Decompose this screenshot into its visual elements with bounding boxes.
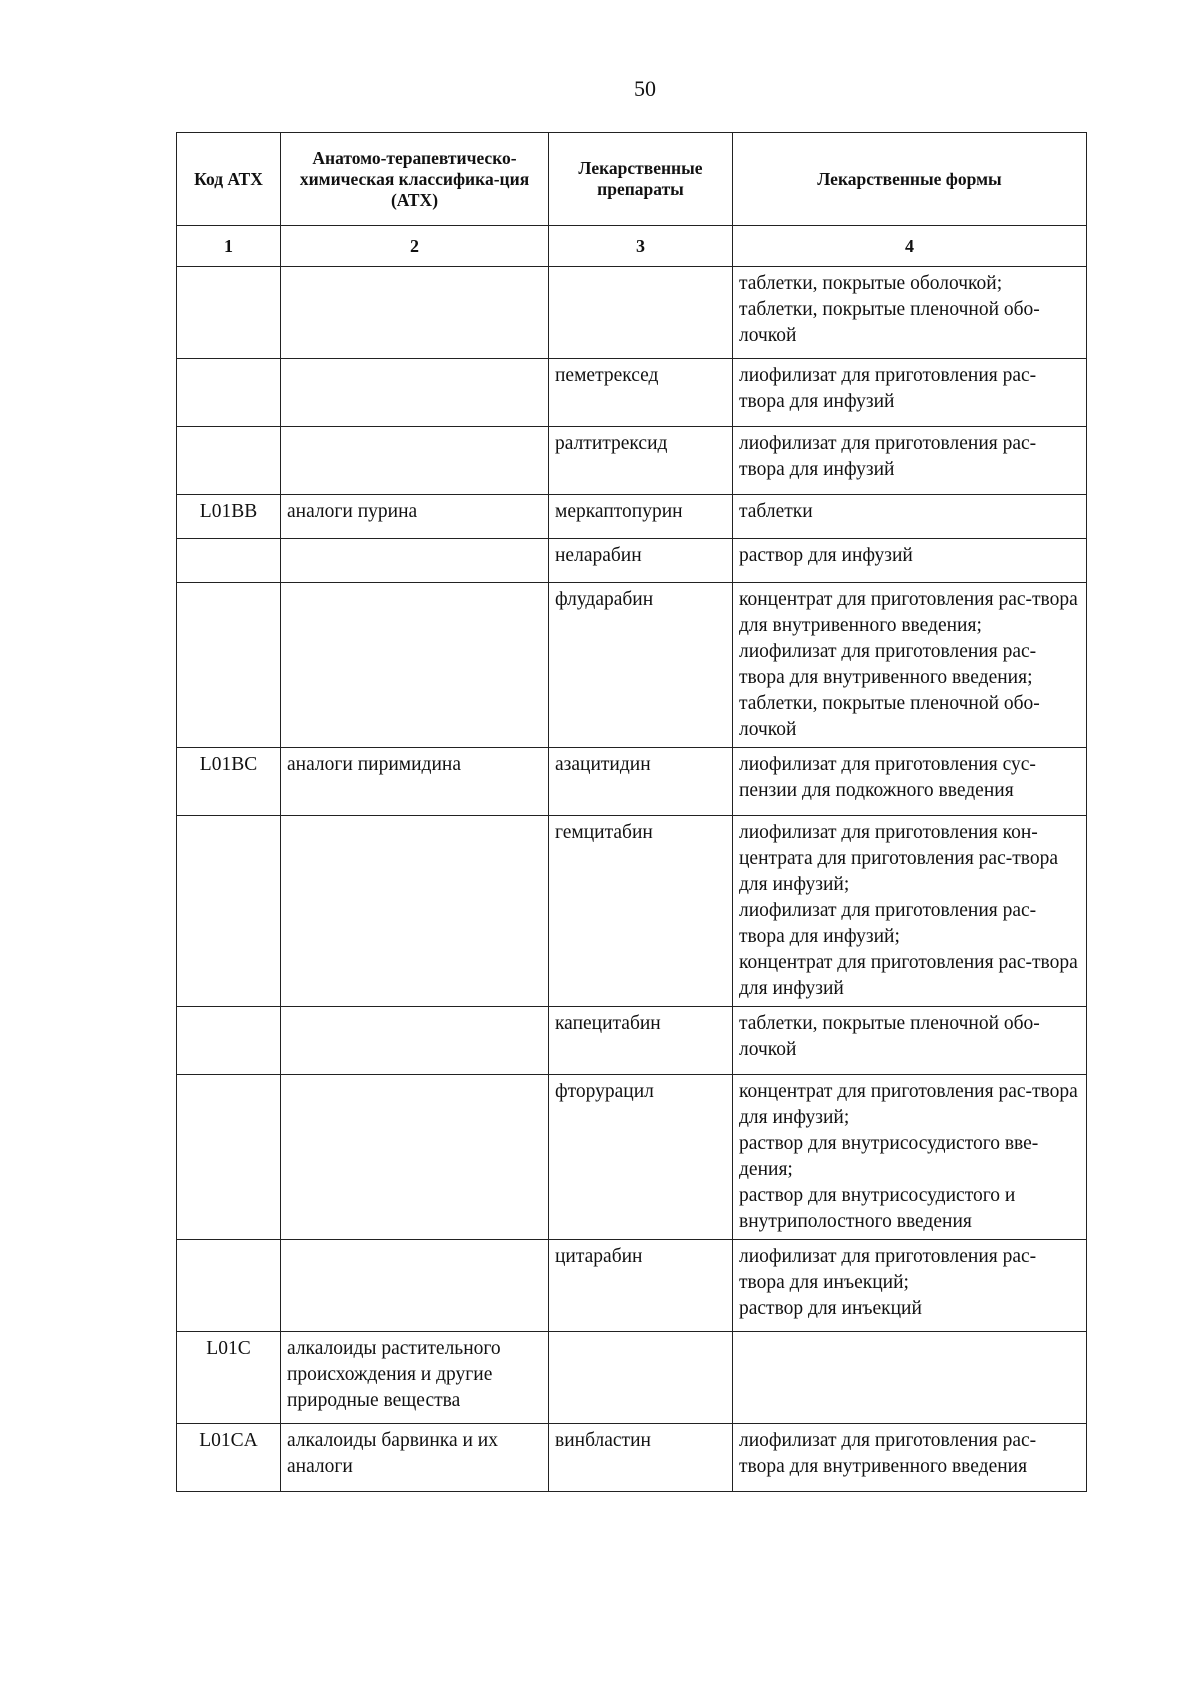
column-number: 2 xyxy=(281,226,549,267)
atx-code-cell xyxy=(177,427,281,495)
dosage-forms-cell xyxy=(733,1240,1087,1332)
column-number-row xyxy=(177,226,1087,267)
table-row xyxy=(177,1007,1087,1075)
dosage-form-item: таблетки xyxy=(739,501,813,522)
dosage-form-item: таблетки, покрытые пленочной обо-лочкой xyxy=(739,1013,1040,1060)
table-row xyxy=(177,1424,1087,1492)
dosage-forms-cell xyxy=(733,748,1087,816)
dosage-form-item: таблетки, покрытые пленочной обо-лочкой xyxy=(739,299,1040,346)
column-number: 3 xyxy=(549,226,733,267)
dosage-forms-cell xyxy=(733,1075,1087,1240)
dosage-form-item: лиофилизат для приготовления рас-твора для инфузий; xyxy=(739,900,1037,947)
dosage-forms-cell xyxy=(733,1007,1087,1075)
dosage-forms-cell xyxy=(733,427,1087,495)
atx-classification-cell xyxy=(281,267,549,359)
table-row xyxy=(177,427,1087,495)
atx-classification-cell: алкалоиды барвинка и их аналоги xyxy=(281,1424,549,1492)
table-row xyxy=(177,1240,1087,1332)
table-row xyxy=(177,816,1087,1007)
atx-classification-cell xyxy=(281,816,549,1007)
dosage-form-item: лиофилизат для приготовления рас-твора для внутривенного введения xyxy=(739,1430,1037,1477)
atx-classification-cell xyxy=(281,359,549,427)
dosage-form-item: лиофилизат для приготовления рас-твора для инъекций; xyxy=(739,1246,1037,1293)
drug-name-cell: неларабин xyxy=(549,539,733,583)
table-row xyxy=(177,359,1087,427)
column-number: 4 xyxy=(733,226,1087,267)
table-row xyxy=(177,267,1087,359)
dosage-forms-cell xyxy=(733,267,1087,359)
atx-classification-cell xyxy=(281,583,549,748)
drug-name-cell: ралтитрексид xyxy=(549,427,733,495)
dosage-form-item: лиофилизат для приготовления рас-твора для инфузий xyxy=(739,365,1037,412)
dosage-forms-cell xyxy=(733,495,1087,539)
atx-classification-cell: аналоги пиримидина xyxy=(281,748,549,816)
table-row xyxy=(177,495,1087,539)
atx-code-cell: L01BC xyxy=(177,748,281,816)
dosage-form-item: концентрат для приготовления рас-твора для инфузий xyxy=(739,952,1078,999)
table-header-row xyxy=(177,133,1087,226)
table-row xyxy=(177,1332,1087,1424)
dosage-form-item: лиофилизат для приготовления сус-пензии для подкожного введения xyxy=(739,754,1036,801)
dosage-forms-cell xyxy=(733,1332,1087,1424)
atx-code-cell xyxy=(177,359,281,427)
dosage-forms-cell xyxy=(733,1424,1087,1492)
dosage-form-item: таблетки, покрытые оболочкой; xyxy=(739,273,1003,294)
dosage-forms-cell xyxy=(733,816,1087,1007)
drug-name-cell: меркаптопурин xyxy=(549,495,733,539)
atx-code-cell xyxy=(177,267,281,359)
atx-classification-cell xyxy=(281,427,549,495)
drug-name-cell: фторурацил xyxy=(549,1075,733,1240)
atx-classification-cell xyxy=(281,1007,549,1075)
dosage-form-item: раствор для инфузий xyxy=(739,545,913,566)
header-drugs: Лекарственные препараты xyxy=(549,133,733,226)
dosage-form-item: концентрат для приготовления рас-твора для инфузий; xyxy=(739,1081,1078,1128)
table-row xyxy=(177,539,1087,583)
atx-code-cell xyxy=(177,539,281,583)
dosage-form-item: раствор для инъекций xyxy=(739,1298,922,1319)
atx-classification-cell xyxy=(281,1240,549,1332)
page-number: 50 xyxy=(634,76,656,101)
dosage-form-item: лиофилизат для приготовления рас-твора для внутривенного введения; xyxy=(739,641,1037,688)
atx-classification-cell: алкалоиды растительного происхождения и другие природные вещества xyxy=(281,1332,549,1424)
atx-drug-table xyxy=(176,132,1087,1492)
dosage-forms-cell xyxy=(733,583,1087,748)
drug-name-cell xyxy=(549,1332,733,1424)
drug-name-cell: азацитидин xyxy=(549,748,733,816)
dosage-form-item: раствор для внутрисосудистого вве-дения; xyxy=(739,1133,1039,1180)
drug-name-cell: цитарабин xyxy=(549,1240,733,1332)
dosage-form-item: лиофилизат для приготовления кон-центрата для приготовления рас-твора для инфузий; xyxy=(739,822,1058,895)
dosage-form-item: лиофилизат для приготовления рас-твора для инфузий xyxy=(739,433,1037,480)
drug-name-cell: гемцитабин xyxy=(549,816,733,1007)
drug-name-cell xyxy=(549,267,733,359)
atx-code-cell xyxy=(177,583,281,748)
dosage-form-item: концентрат для приготовления рас-твора для внутривенного введения; xyxy=(739,589,1078,636)
atx-code-cell: L01BB xyxy=(177,495,281,539)
dosage-forms-cell xyxy=(733,539,1087,583)
table-row xyxy=(177,1075,1087,1240)
table-row xyxy=(177,583,1087,748)
atx-code-cell xyxy=(177,1240,281,1332)
drug-name-cell: капецитабин xyxy=(549,1007,733,1075)
drug-name-cell: флударабин xyxy=(549,583,733,748)
header-atx-code: Код АТХ xyxy=(177,133,281,226)
atx-code-cell xyxy=(177,1075,281,1240)
table-row xyxy=(177,748,1087,816)
atx-classification-cell xyxy=(281,1075,549,1240)
drug-name-cell: винбластин xyxy=(549,1424,733,1492)
atx-code-cell: L01CA xyxy=(177,1424,281,1492)
dosage-forms-cell xyxy=(733,359,1087,427)
atx-code-cell: L01C xyxy=(177,1332,281,1424)
atx-code-cell xyxy=(177,1007,281,1075)
column-number: 1 xyxy=(177,226,281,267)
atx-classification-cell: аналоги пурина xyxy=(281,495,549,539)
dosage-form-item: таблетки, покрытые пленочной обо-лочкой xyxy=(739,693,1040,740)
header-dosage-forms: Лекарственные формы xyxy=(733,133,1087,226)
atx-classification-cell xyxy=(281,539,549,583)
header-atx-classification: Анатомо-терапевтическо-химическая классифика-ция (АТХ) xyxy=(281,133,549,226)
drug-name-cell: пеметрексед xyxy=(549,359,733,427)
atx-code-cell xyxy=(177,816,281,1007)
dosage-form-item: раствор для внутрисосудистого и внутриполостного введения xyxy=(739,1185,1016,1232)
